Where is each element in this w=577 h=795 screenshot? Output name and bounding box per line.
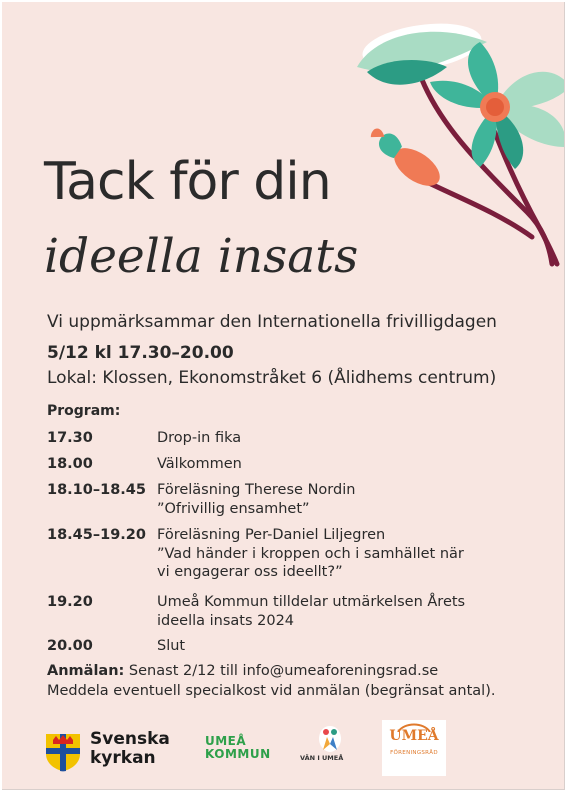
svenska-kyrkan-logo-text: [90, 730, 170, 768]
svenska-kyrkan-line-1: Svenska: [90, 729, 170, 749]
signup-note: Meddela eventuell specialkost vid anmälan (begränsat antal).: [47, 682, 496, 699]
program-line: ”Vad händer i kroppen och i samhället när: [157, 545, 464, 562]
poster: [2, 2, 565, 790]
signup-info: [47, 662, 495, 701]
program-time: 18.00: [47, 456, 93, 472]
umea-foreningsrad-logo: [382, 720, 446, 776]
program-time: 20.00: [47, 638, 93, 654]
program-line: Slut: [157, 638, 186, 654]
program-line: Föreläsning Therese Nordin: [157, 482, 356, 498]
van-i-umea-text: VÄN I UMEÅ: [300, 754, 344, 762]
program-time: 18.45–19.20: [47, 527, 146, 543]
signup-text: Senast 2/12 till info@umeaforeningsrad.se: [124, 663, 439, 679]
program-line: ideella insats 2024: [157, 612, 295, 629]
program-description: [157, 526, 557, 582]
program-time: 17.30: [47, 430, 93, 446]
program-line: vi engagerar oss ideellt?”: [157, 564, 343, 580]
van-i-umea-icon: [317, 724, 343, 754]
umea-kommun-logo: [205, 735, 271, 761]
title-line-1: Tack för din: [44, 152, 331, 212]
program-description: [157, 429, 557, 448]
program-line: Välkommen: [157, 456, 242, 472]
umea-kommun-line-1: UMEÅ: [205, 734, 247, 748]
program-time: 19.20: [47, 594, 93, 610]
svenska-kyrkan-shield-icon: [44, 732, 82, 772]
svenska-kyrkan-line-2: kyrkan: [90, 748, 156, 768]
signup-label: Anmälan:: [47, 663, 125, 679]
program-description: [157, 593, 557, 630]
sponsor-logos: [42, 720, 562, 780]
program-description: [157, 455, 557, 474]
program-line: Föreläsning Per-Daniel Liljegren: [157, 527, 386, 543]
program-heading: Program:: [47, 403, 121, 419]
program-description: [157, 481, 557, 518]
flower-illustration: [327, 12, 565, 267]
venue: Lokal: Klossen, Ekonomstråket 6 (Ålidhems centrum): [47, 368, 497, 388]
program-line: Drop-in fika: [157, 430, 242, 446]
program-line: ”Ofrivillig ensamhet”: [157, 500, 310, 517]
date-time: 5/12 kl 17.30–20.00: [47, 343, 234, 363]
title-line-2: ideella insats: [44, 229, 359, 284]
program-description: [157, 637, 557, 656]
foreningsrad-line-2: FÖRENINGSRÅD: [390, 750, 438, 756]
program-time: 18.10–18.45: [47, 482, 146, 498]
subtitle: Vi uppmärksammar den Internationella frivilligdagen: [47, 312, 497, 332]
program-line: Umeå Kommun tilldelar utmärkelsen Årets: [157, 594, 466, 610]
umea-kommun-line-2: KOMMUN: [205, 747, 271, 761]
foreningsrad-line-1: UMEÅ: [389, 728, 439, 744]
